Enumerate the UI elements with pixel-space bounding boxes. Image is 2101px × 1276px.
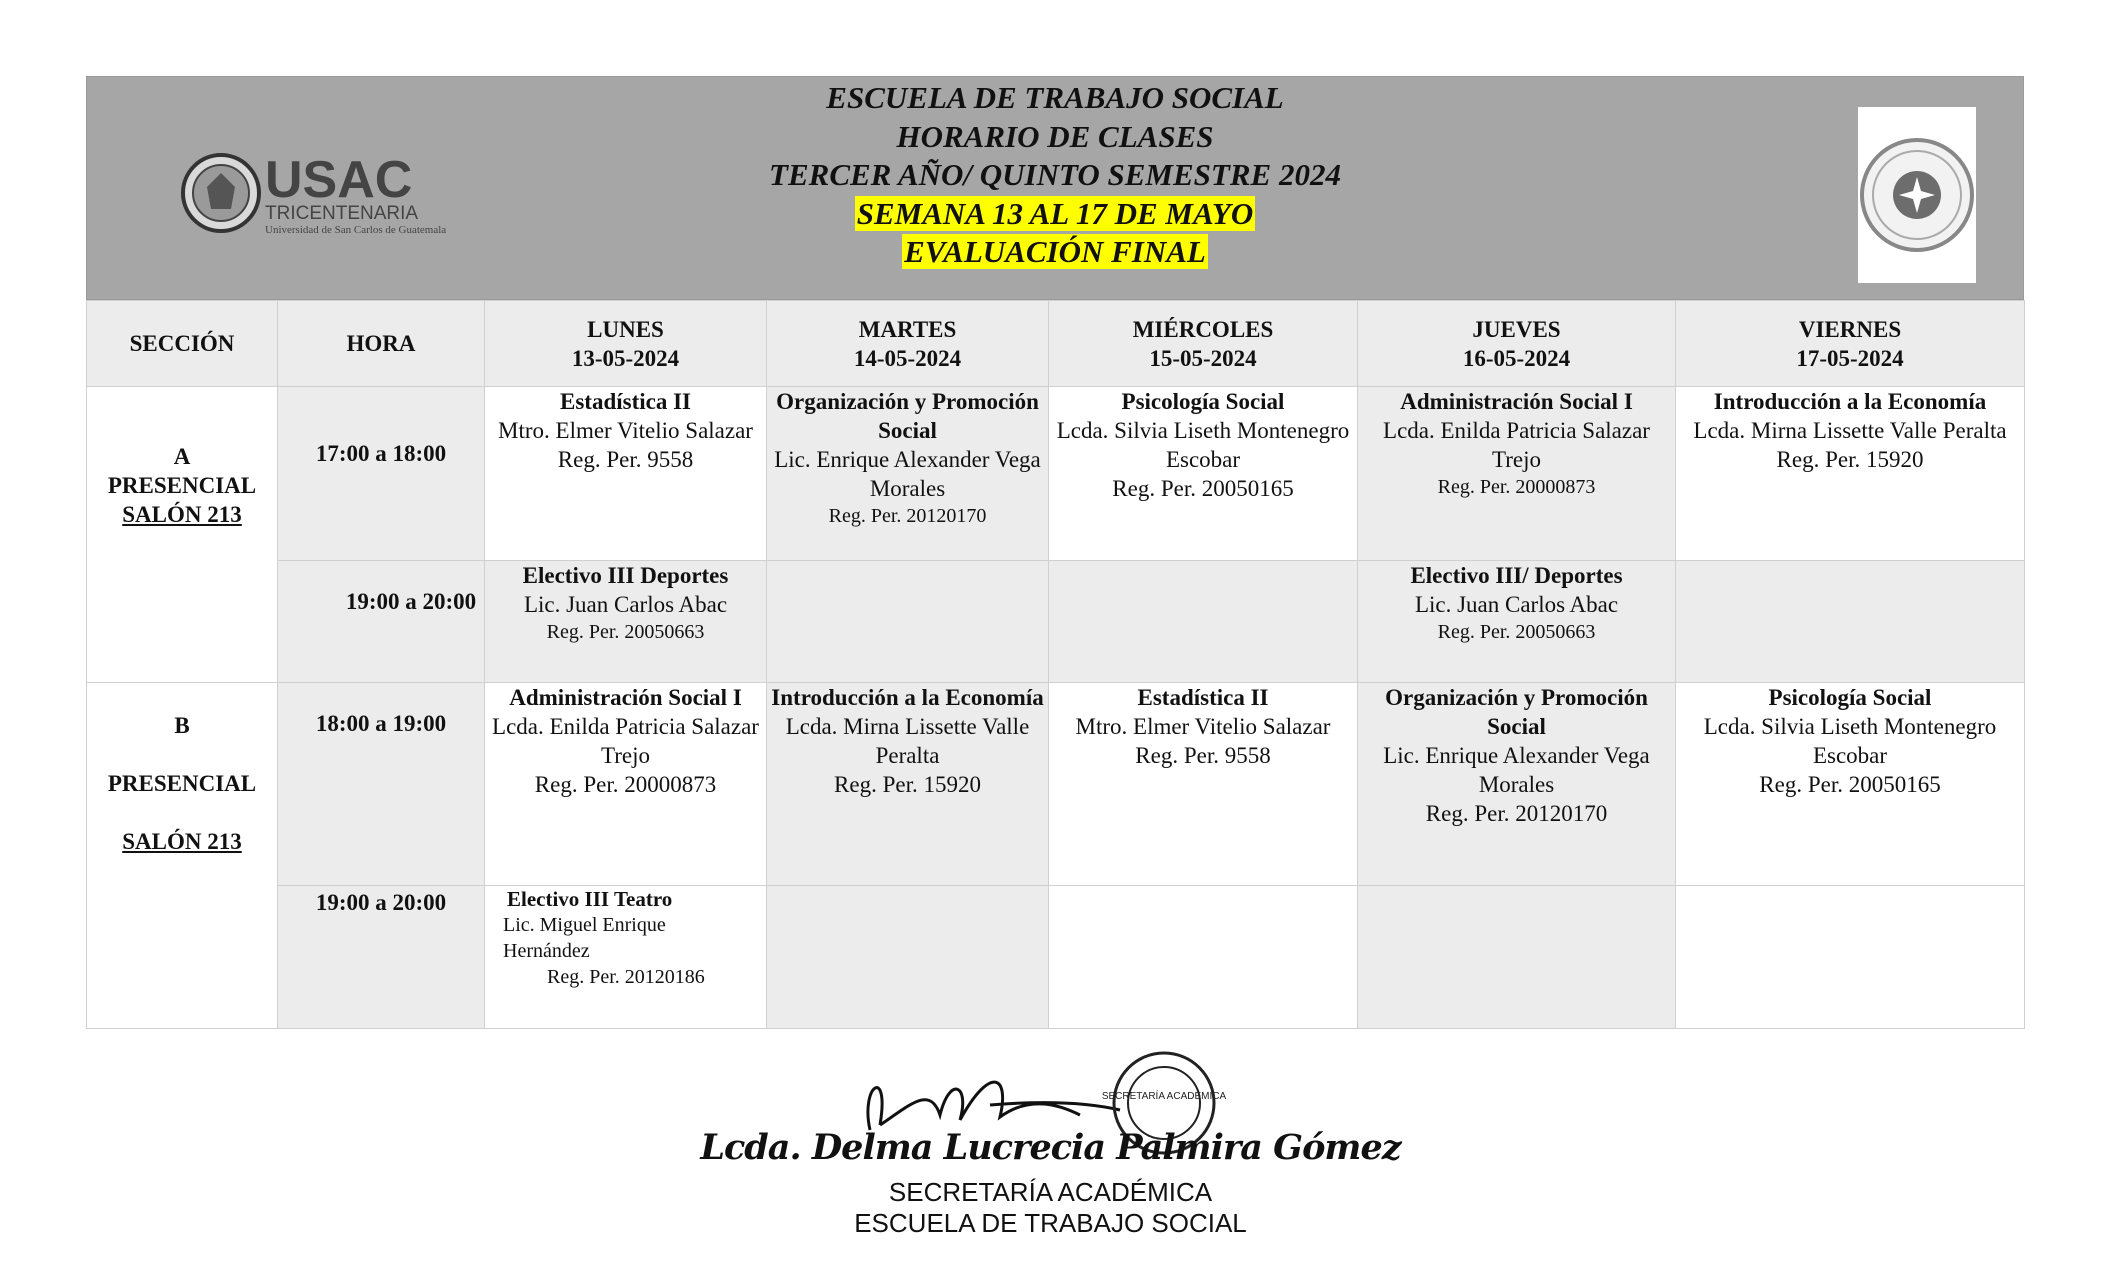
class-cell: Organización y Promoción Social Lic. Enrique Alexander Vega Morales Reg. Per. 20120170 bbox=[767, 387, 1049, 561]
header-day: JUEVES 16-05-2024 bbox=[1358, 301, 1676, 387]
stamp-text: SECRETARÍA ACADÉMICA bbox=[1101, 1091, 1227, 1102]
table-header-row bbox=[87, 301, 2025, 387]
signer-name: Lcda. Delma Lucrecia Palmira Gómez bbox=[700, 1127, 1401, 1168]
logo-subtext: TRICENTENARIA bbox=[265, 203, 419, 224]
class-cell: Estadística II Mtro. Elmer Vitelio Salazar Reg. Per. 9558 bbox=[485, 387, 767, 561]
week-highlight: SEMANA 13 AL 17 DE MAYO bbox=[856, 195, 1254, 231]
time-cell: 17:00 a 18:00 bbox=[278, 387, 485, 561]
empty-cell bbox=[1049, 561, 1358, 683]
class-cell: Estadística II Mtro. Elmer Vitelio Salazar Reg. Per. 9558 bbox=[1049, 683, 1358, 886]
class-cell: Psicología Social Lcda. Silvia Liseth Montenegro Escobar Reg. Per. 20050165 bbox=[1676, 683, 2025, 886]
header-day: LUNES 13-05-2024 bbox=[485, 301, 767, 387]
school-seal bbox=[1858, 107, 1976, 283]
table-row bbox=[87, 886, 2025, 1029]
empty-cell bbox=[1358, 886, 1676, 1029]
section-b-cell: B PRESENCIAL SALÓN 213 bbox=[87, 683, 278, 1029]
section-a-cell: A PRESENCIAL SALÓN 213 bbox=[87, 387, 278, 683]
empty-cell bbox=[767, 886, 1049, 1029]
class-cell: Electivo III/ Deportes Lic. Juan Carlos Abac Reg. Per. 20050663 bbox=[1358, 561, 1676, 683]
title-line: HORARIO DE CLASES bbox=[896, 118, 1214, 154]
signature-block bbox=[0, 1045, 2101, 1245]
class-cell: Psicología Social Lcda. Silvia Liseth Montenegro Escobar Reg. Per. 20050165 bbox=[1049, 387, 1358, 561]
header-day: VIERNES 17-05-2024 bbox=[1676, 301, 2025, 387]
class-cell: Organización y Promoción Social Lic. Enrique Alexander Vega Morales Reg. Per. 20120170 bbox=[1358, 683, 1676, 886]
header-banner bbox=[86, 76, 2024, 300]
class-cell: Introducción a la Economía Lcda. Mirna Lissette Valle Peralta Reg. Per. 15920 bbox=[767, 683, 1049, 886]
class-cell: Electivo III Teatro Lic. Miguel Enrique Hernández Reg. Per. 20120186 bbox=[485, 886, 767, 1029]
time-cell: 18:00 a 19:00 bbox=[278, 683, 485, 886]
title-line: ESCUELA DE TRABAJO SOCIAL bbox=[826, 80, 1284, 115]
signer-school: ESCUELA DE TRABAJO SOCIAL bbox=[854, 1208, 1247, 1238]
logo-caption: Universidad de San Carlos de Guatemala bbox=[265, 224, 447, 236]
evaluation-highlight: EVALUACIÓN FINAL bbox=[904, 234, 1206, 269]
schedule-table bbox=[86, 300, 2025, 1029]
class-cell: Introducción a la Economía Lcda. Mirna Lissette Valle Peralta Reg. Per. 15920 bbox=[1676, 387, 2025, 561]
table-row bbox=[87, 683, 2025, 886]
empty-cell bbox=[1676, 561, 2025, 683]
class-cell: Administración Social I Lcda. Enilda Patricia Salazar Trejo Reg. Per. 20000873 bbox=[1358, 387, 1676, 561]
header-day: MIÉRCOLES 15-05-2024 bbox=[1049, 301, 1358, 387]
time-cell: 19:00 a 20:00 bbox=[278, 561, 485, 683]
table-row bbox=[87, 387, 2025, 561]
empty-cell bbox=[1049, 886, 1358, 1029]
empty-cell bbox=[767, 561, 1049, 683]
class-cell: Administración Social I Lcda. Enilda Patricia Salazar Trejo Reg. Per. 20000873 bbox=[485, 683, 767, 886]
schedule-document bbox=[86, 76, 2024, 1029]
time-cell: 19:00 a 20:00 bbox=[278, 886, 485, 1029]
table-row bbox=[87, 561, 2025, 683]
header-seccion: SECCIÓN bbox=[87, 301, 278, 387]
header-day: MARTES 14-05-2024 bbox=[767, 301, 1049, 387]
logo-text: USAC bbox=[265, 151, 413, 209]
signer-role: SECRETARÍA ACADÉMICA bbox=[888, 1177, 1213, 1207]
header-hora: HORA bbox=[278, 301, 485, 387]
class-cell: Electivo III Deportes Lic. Juan Carlos Abac Reg. Per. 20050663 bbox=[485, 561, 767, 683]
empty-cell bbox=[1676, 886, 2025, 1029]
title-block bbox=[87, 79, 2023, 272]
title-line: TERCER AÑO/ QUINTO SEMESTRE 2024 bbox=[769, 157, 1341, 192]
